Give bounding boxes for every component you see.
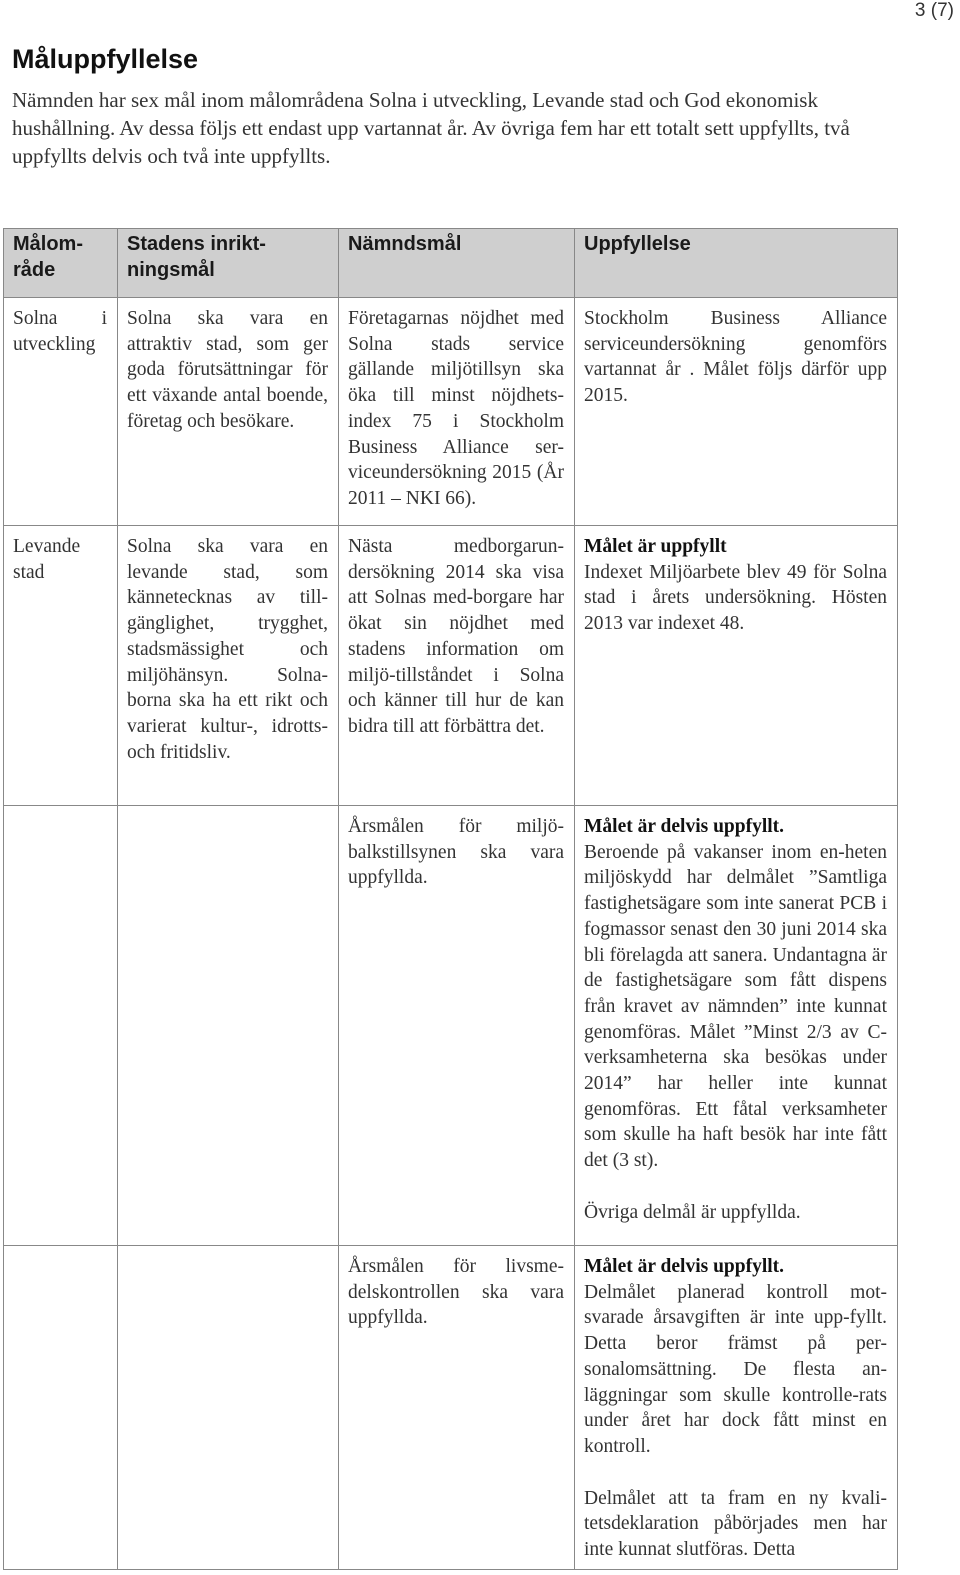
page-title: Måluppfyllelse [12, 44, 199, 74]
cell-fulfillment [575, 298, 898, 526]
header-fulfillment: Uppfyllelse [575, 229, 898, 298]
table-header-row [4, 229, 898, 298]
goals-table [3, 228, 898, 1570]
header-area: Målom-råde [4, 229, 118, 298]
cell-area: Levande stad [4, 526, 118, 806]
cell-fulfillment [575, 1246, 898, 1570]
cell-fulfillment [575, 526, 898, 806]
table-row [4, 526, 898, 806]
table-row [4, 806, 898, 1246]
cell-direction [118, 806, 339, 1246]
cell-goal: Årsmålen för miljö-balkstillsynen ska vara uppfyllda. [339, 806, 575, 1246]
status-label: Målet är delvis uppfyllt. [584, 816, 785, 837]
fulfillment-text: Indexet Miljöarbete blev 49 för Solna stad i årets undersökning. Hösten 2013 var indexet 48. [584, 561, 887, 635]
table-row [4, 1246, 898, 1570]
fulfillment-text: Stockholm Business Alliance serviceundersökning genomförs vartannat år . Målet följs därför upp 2015. [584, 308, 887, 407]
status-label: Målet är uppfyllt [584, 536, 727, 557]
cell-direction: Solna ska vara en levande stad, som kännetecknas av till-gänglighet, trygghet, stadsmässighet och miljöhänsyn. Solna-borna ska ha ett rikt och varierat kultur-, idrotts- och fritidsliv. [118, 526, 339, 806]
cell-goal: Nästa medborgarun-dersökning 2014 ska visa att Solnas med-borgare har ökat sin nöjdhet med stadens information om miljö-tillståndet i Solna och känner till hur de kan bidra till att förbättra det. [339, 526, 575, 806]
cell-goal: Företagarnas nöjdhet med Solna stads service gällande miljötillsyn ska öka till minst nöjdhets-index 75 i Stockholm Business Alliance ser-viceundersökning 2015 (År 2011 – NKI 66). [339, 298, 575, 526]
status-label: Målet är delvis uppfyllt. [584, 1256, 785, 1277]
header-direction: Stadens inrikt-ningsmål [118, 229, 339, 298]
cell-area [4, 1246, 118, 1570]
cell-area [4, 806, 118, 1246]
intro-paragraph: Nämnden har sex mål inom målområdena Solna i utveckling, Levande stad och God ekonomisk hushållning. Av dessa följs ett endast upp vartannat år. Av övriga fem har ett totalt sett uppfyllts, två uppfyllts delvis och två inte uppfyllts. [12, 88, 850, 168]
cell-goal: Årsmålen för livsme-delskontrollen ska vara uppfyllda. [339, 1246, 575, 1570]
fulfillment-text: Beroende på vakanser inom en-heten miljöskydd har delmålet ”Samtliga fastighetsägare som inte sanerat PCB i fogmassor senast den 30 juni 2014 ska bli förelagda att sanera. Undantagna är de fastighetsägare som fått dispens från kravet av nämnden” inte kunnat genomföras. Målet ”Minst 2/3 av C-verksamheterna ska besökas under 2014” har heller inte kunnat genomföras. Ett fåtal verksamheter som skulle ha haft besök har inte fått det (3 st). [584, 841, 887, 1172]
fulfillment-text: Delmålet planerad kontroll mot-svarade årsavgiften är inte upp-fyllt. Detta beror främst på per-sonalomsättning. De flesta an-läggningar som skulle kontrolle-rats under året har dock fått minst en kontroll. [584, 1281, 887, 1457]
header-goal: Nämndsmål [339, 229, 575, 298]
cell-fulfillment [575, 806, 898, 1246]
cell-direction: Solna ska vara en attraktiv stad, som ger goda förutsättningar för ett växande antal boende, företag och besökare. [118, 298, 339, 526]
page-number: 3 (7) [914, 0, 954, 21]
cell-direction [118, 1246, 339, 1570]
fulfillment-extra: Övriga delmål är uppfyllda. [584, 1201, 801, 1223]
table-row [4, 298, 898, 526]
cell-area: Solna i utveckling [4, 298, 118, 526]
fulfillment-extra: Delmålet att ta fram en ny kvali-tetsdeklaration påbörjades men har inte kunnat slutföras. Detta [584, 1487, 887, 1561]
